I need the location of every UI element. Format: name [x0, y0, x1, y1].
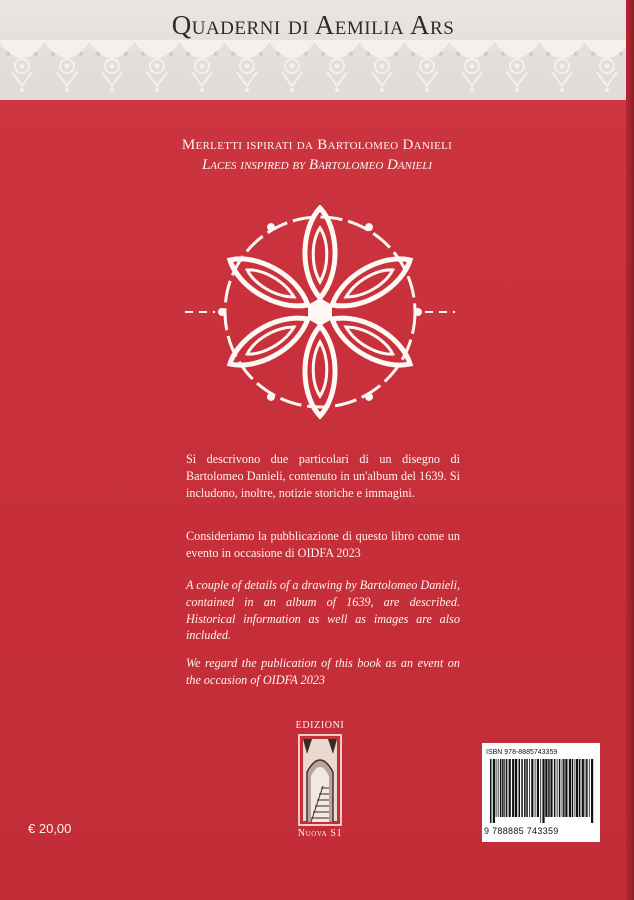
series-title: Quaderni di Aemilia Ars: [171, 10, 455, 40]
publisher-top-label: EDIZIONI: [295, 720, 345, 731]
lace-border-icon: [0, 36, 626, 106]
subtitle-english: Laces inspired by Bartolomeo Danieli: [201, 157, 433, 173]
staircase-arch-icon: [298, 734, 342, 826]
event-note-english: We regard the publication of this book as an event on the occasion of OIDFA 2023: [186, 656, 460, 687]
price-label: € 20,00: [28, 821, 72, 836]
barcode-digits: 9 788885 743359: [484, 826, 559, 836]
publisher-bottom-label: Nuova S1: [297, 828, 343, 839]
description-english: A couple of details of a drawing by Bartolomeo Danieli, contained in an album of 1639, are described. Historical information as well as images are also included.: [186, 578, 460, 643]
lace-rosette-icon: [180, 205, 460, 420]
publisher-logo: [288, 720, 352, 842]
isbn-barcode: [482, 743, 600, 842]
description-italian: Si descrivono due particolari di un disegno di Bartolomeo Danieli, contenuto in un'album del 1639. Si includono, inoltre, notizie storiche e immagini.: [186, 452, 460, 500]
isbn-label: ISBN 978-8885743359: [486, 749, 558, 756]
subtitle-italian: Merletti ispirati da Bartolomeo Danieli: [181, 137, 453, 153]
spine-edge: [626, 0, 634, 900]
barcode-bars-icon: [490, 759, 594, 823]
event-note-italian: Consideriamo la pubblicazione di questo libro come un evento in occasione di OIDFA 2023: [186, 529, 460, 560]
